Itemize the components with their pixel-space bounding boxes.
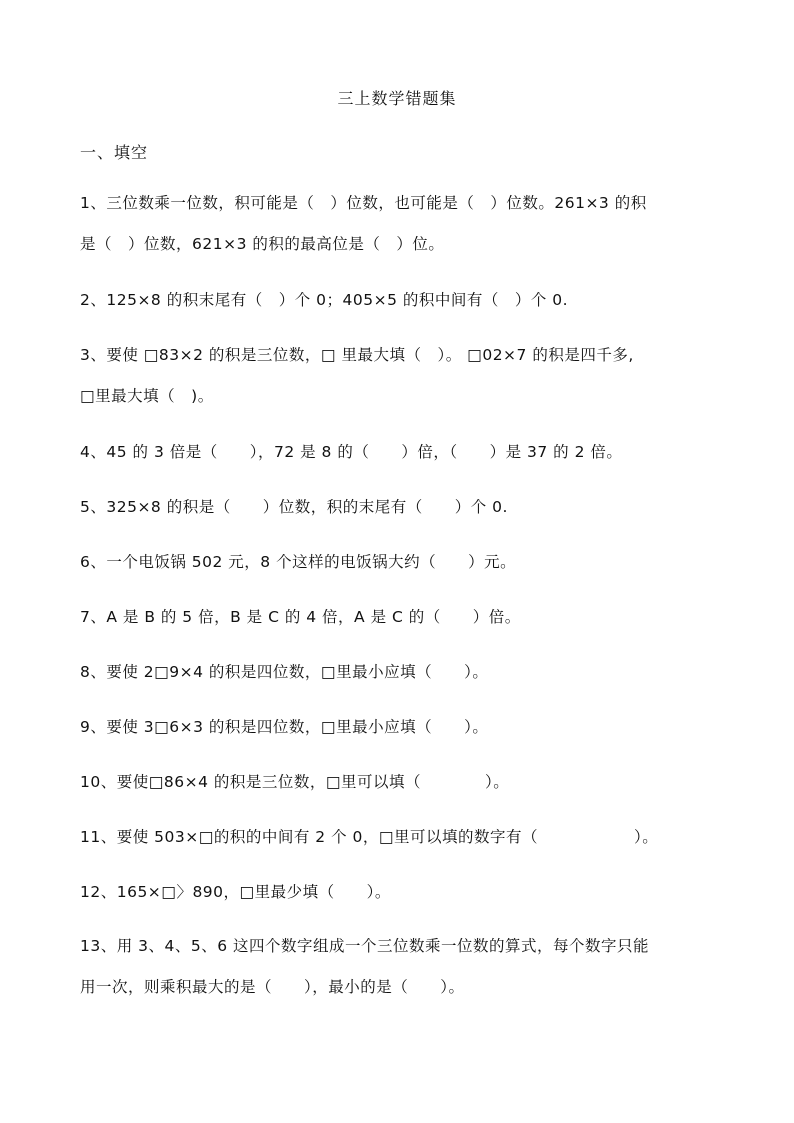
question-3 [80, 335, 740, 417]
question-8 [80, 652, 740, 693]
question-7 [80, 597, 740, 638]
question-5 [80, 487, 740, 528]
question-6-line-1: 6、一个电饭锅 502 元，8 个这样的电饭锅大约（ ）元。 [80, 553, 517, 571]
question-7-line-1: 7、A 是 B 的 5 倍，B 是 C 的 4 倍，A 是 C 的（ ）倍。 [80, 608, 521, 626]
question-9 [80, 707, 740, 748]
question-2-line-1: 2、125×8 的积末尾有（ ）个 0；405×5 的积中间有（ ）个 0. [80, 291, 569, 309]
question-11-line-1: 11、要使 503×□的积的中间有 2 个 0，□里可以填的数字有（ ）。 [80, 828, 659, 846]
question-6 [80, 542, 740, 583]
question-13-line-1: 13、用 3、4、5、6 这四个数字组成一个三位数乘一位数的算式，每个数字只能 [80, 937, 650, 955]
question-5-line-1: 5、325×8 的积是（ ）位数，积的末尾有（ ）个 0. [80, 498, 508, 516]
question-9-line-1: 9、要使 3□6×3 的积是四位数，□里最小应填（ ）。 [80, 718, 489, 736]
question-3-line-2: □里最大填（ )。 [80, 387, 214, 405]
question-13 [80, 926, 740, 1008]
question-10 [80, 762, 740, 803]
section-heading: 一、填空 [80, 143, 149, 162]
question-10-line-1: 10、要使□86×4 的积是三位数，□里可以填（ ）。 [80, 773, 510, 791]
question-13-line-2: 用一次，则乘积最大的是（ ），最小的是（ ）。 [80, 978, 465, 996]
question-1-line-2: 是（ ）位数，621×3 的积的最高位是（ ）位。 [80, 235, 445, 253]
question-1-line-1: 1、三位数乘一位数，积可能是（ ）位数，也可能是（ ）位数。261×3 的积 [80, 194, 647, 212]
question-4 [80, 432, 740, 473]
question-11 [80, 817, 740, 858]
question-4-line-1: 4、45 的 3 倍是（ ），72 是 8 的（ ）倍，（ ）是 37 的 2 倍。 [80, 443, 623, 461]
question-3-line-1: 3、要使 □83×2 的积是三位数，□ 里最大填（ ）。 □02×7 的积是四千多, [80, 346, 634, 364]
question-1 [80, 183, 740, 265]
question-8-line-1: 8、要使 2□9×4 的积是四位数，□里最小应填（ ）。 [80, 663, 489, 681]
question-2 [80, 280, 740, 321]
question-12 [80, 872, 740, 913]
question-12-line-1: 12、165×□〉890，□里最少填（ ）。 [80, 883, 391, 901]
page-title: 三上数学错题集 [337, 89, 457, 108]
